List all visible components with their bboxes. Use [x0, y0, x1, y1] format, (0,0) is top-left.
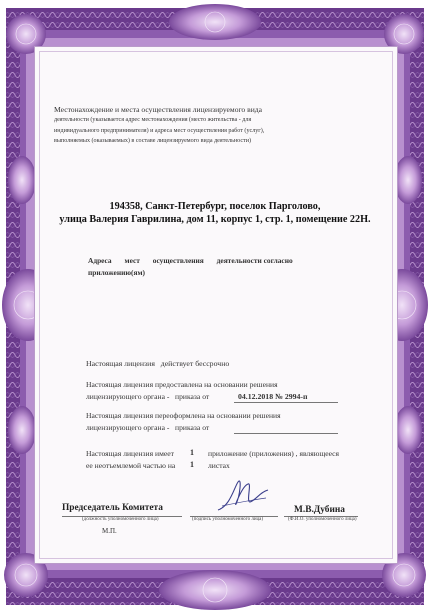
name-caption: (Ф.И.О. уполномоченного лица) [288, 517, 357, 522]
appendix-sheets: 1 [190, 460, 194, 469]
appendix-line: листах [208, 461, 230, 470]
granted-line: лицензирующего органа - приказа от [86, 392, 210, 401]
stamp-mark: М.П. [102, 527, 117, 535]
signature-image [212, 476, 272, 516]
reissued-line: лицензирующего органа - приказа от [86, 423, 210, 432]
address-line: 194358, Санкт-Петербург, поселок Парголово, [109, 201, 321, 212]
reissued-line: Настоящая лицензия переоформлена на основании решения [86, 411, 281, 420]
granted-order: 04.12.2018 № 2994-п [238, 392, 308, 401]
granted-line: Настоящая лицензия предоставлена на основании решения [86, 380, 278, 389]
location-heading-line: деятельности (указывается адрес местонахождения (место жительства - для [54, 117, 252, 124]
appendix-line: Настоящая лицензия имеет [86, 449, 174, 458]
location-heading-line: Местонахождение и места осуществления лицензируемого вида [54, 105, 263, 114]
location-heading-line: выполняемых (оказываемых) в составе лицензируемого вида деятельности) [54, 138, 251, 145]
granted-underline [234, 402, 338, 403]
signature-caption: (подпись уполномоченного лица) [192, 517, 264, 522]
address-line: улица Валерия Гаврилина, дом 11, корпус 1, стр. 1, помещение 22Н. [59, 214, 371, 225]
signatory-position: Председатель Комитета [62, 503, 163, 513]
location-heading-line: индивидуального предпринимателя) и адреса мест осуществления работ (услуг), [54, 127, 265, 134]
position-caption: (должность уполномоченного лица) [82, 517, 159, 522]
appendix-count: 1 [190, 448, 194, 457]
reissued-underline [234, 433, 338, 434]
validity-text: Настоящая лицензия действует бессрочно [86, 359, 230, 368]
appendix-line: приложение (приложения) , являющееся [208, 449, 340, 458]
places-label: приложению(ям) [88, 268, 145, 277]
location-heading [54, 105, 376, 147]
appendix-line: ее неотъемлемой частью на [86, 461, 176, 470]
places-label: Адреса мест осуществления деятельности согласно [88, 256, 293, 265]
signatory-name: М.В.Дубина [294, 505, 345, 515]
